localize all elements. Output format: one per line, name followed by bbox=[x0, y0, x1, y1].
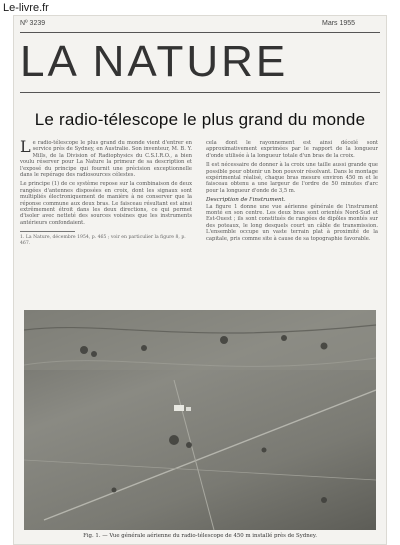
right-column bbox=[206, 140, 378, 245]
top-rule bbox=[20, 32, 380, 33]
photo-caption: Fig. 1. — Vue générale aérienne du radio-télescope de 450 m installé près de Sydney. bbox=[83, 533, 317, 539]
issue-number: Nº 3239 bbox=[20, 20, 46, 27]
footnote: 1. La Nature, décembre 1954, p. 465 ; voir en particulier la figure 8, p. 467. bbox=[20, 235, 186, 246]
article-headline: Le radio-télescope le plus grand du monde bbox=[34, 110, 366, 129]
section-text: La figure 1 donne une vue aérienne générale de l'instrument monté en son centre. Les deux bras sont orientés Nord-Sud et Est-Ouest ; ils sont constitués de rangées de dipôles montés sur des poteaux, le long desquels court un câble de transmission. L'ensemble occupe un vaste terrain plat à proximité de la capitale, pris comme site à cause de sa topographie favorable. bbox=[206, 203, 378, 242]
masthead-title: LA NATURE bbox=[20, 37, 289, 86]
aerial-photo-drawing bbox=[24, 310, 376, 530]
right-paragraph-2: Il est nécessaire de donner à la croix une taille aussi grande que possible pour obtenir un bon pouvoir résolvant. Dans le montage expérimental réalisé, chaque bras mesure environ 450 m et le faisceau obtenu a une largeur de l'ordre de 50 minutes d'arc pour la longueur d'onde de 3,5 m. bbox=[206, 162, 378, 194]
footnote-rule bbox=[20, 231, 75, 232]
issue-date: Mars 1955 bbox=[322, 20, 356, 27]
left-paragraph-2: Le principe (1) de ce système repose sur la combinaison de deux rangées d'antennes disposées en croix, dont les signaux sont multipliés électroniquement de manière à ne conserver que la réponse commune aux deux bras. Le faisceau résultant est ainsi extrêmement étroit dans les deux directions, ce qui permet d'isoler avec netteté des sources voisines que les instruments antérieurs confondaient. bbox=[20, 181, 192, 226]
aerial-photo bbox=[24, 310, 376, 530]
building-marker bbox=[174, 405, 184, 411]
left-column bbox=[20, 137, 192, 246]
left-paragraph-1: Le radio-télescope le plus grand du monde vient d'entrer en service près de Sydney, en Australie. Son inventeur, M. B. Y. Mills, de la Division of Radiophysics du C.S.I.R.O., a bien voulu réserver pour La Nature la primeur de sa description et l'exposé du principe qui fournit une précision exceptionnelle dans le repérage des radiosources célestes. bbox=[20, 137, 192, 179]
right-paragraph-1: cela dont le rayonnement est ainsi décelé sont approximativement exprimées par le rapport de la longueur d'onde utilisée à la longueur totale d'un bras de la croix. bbox=[206, 140, 378, 159]
seller-watermark: Le-livre.fr bbox=[3, 2, 49, 14]
section-title: Description de l'instrument. bbox=[206, 197, 286, 204]
masthead-rule bbox=[20, 92, 380, 93]
